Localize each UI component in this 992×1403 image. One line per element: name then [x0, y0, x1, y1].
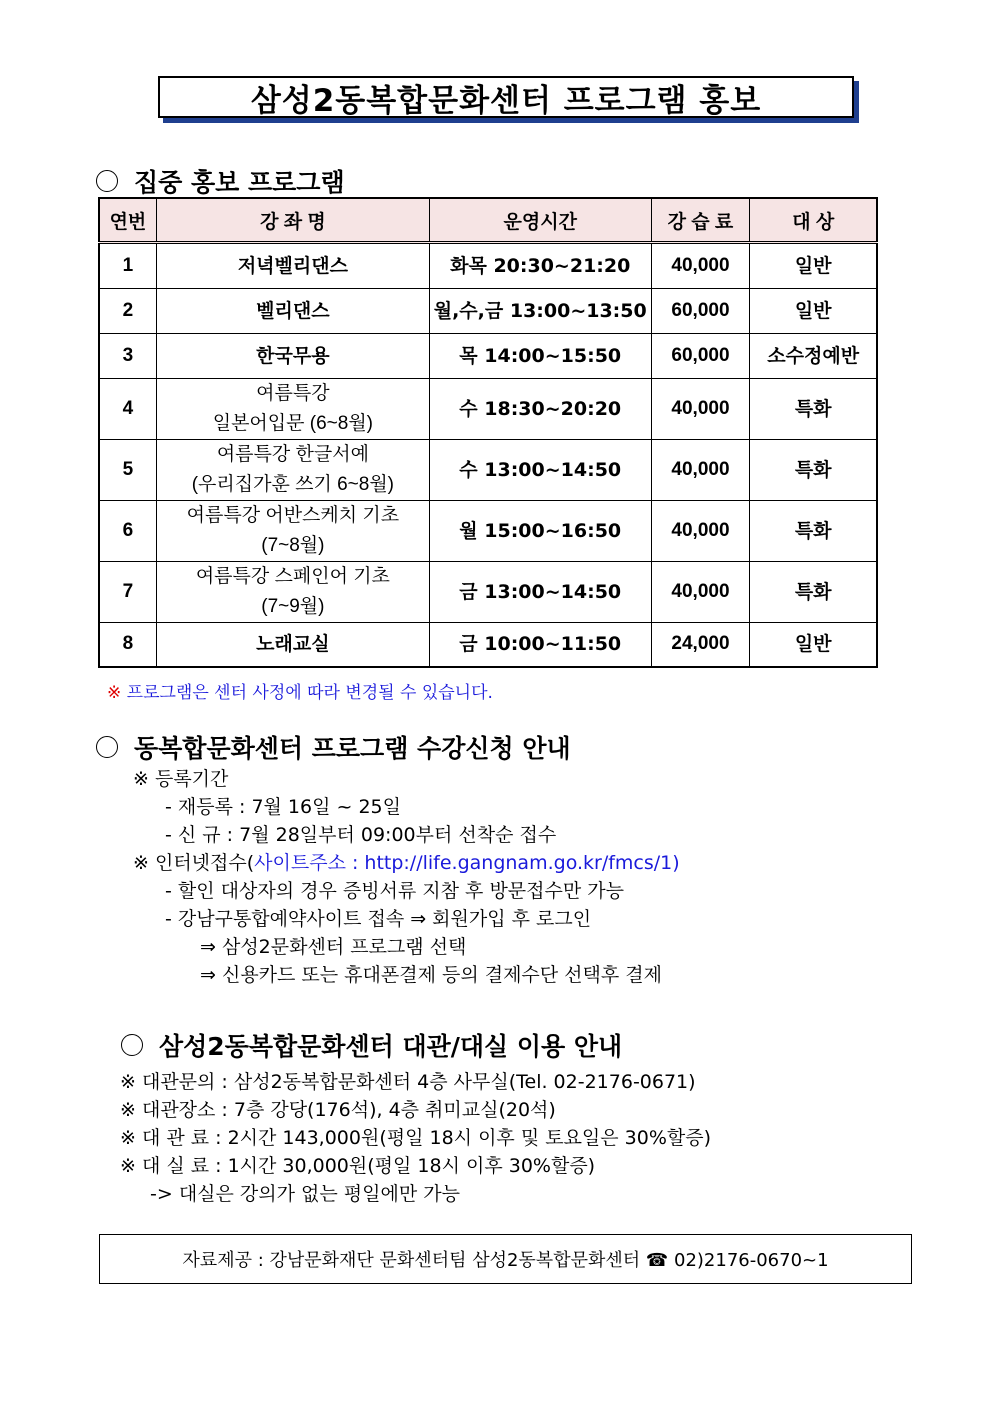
- table-row: [99, 379, 877, 440]
- table-row: [99, 440, 877, 501]
- cell-name-line2: (7~9월): [261, 596, 325, 617]
- col-header-target: 대 상: [750, 198, 877, 243]
- cell-fee: 40,000: [651, 243, 750, 289]
- room-rental-fee: ※ 대 실 료 : 1시간 30,000원(평일 18시 이후 30%할증): [120, 1155, 596, 1177]
- cell-name-line1: 여름특강 한글서예: [216, 444, 369, 465]
- program-table: [98, 197, 878, 668]
- note-text: 프로그램은 센터 사정에 따라 변경될 수 있습니다.: [126, 683, 493, 703]
- cell-target: 일반: [750, 623, 877, 667]
- cell-no: 1: [99, 243, 156, 289]
- room-rental-note: -> 대실은 강의가 없는 평일에만 가능: [150, 1183, 460, 1205]
- internet-registration: [133, 848, 680, 875]
- table-row: [99, 623, 877, 667]
- cell-target: 특화: [750, 562, 877, 623]
- table-row: [99, 289, 877, 334]
- cell-name-line2: 일본어입문 (6~8월): [212, 413, 374, 434]
- cell-name: 한국무용: [156, 334, 429, 379]
- internet-registration-label: ※ 인터넷접수(: [133, 852, 255, 874]
- circle-bullet-icon: [96, 736, 118, 758]
- cell-fee: 60,000: [651, 289, 750, 334]
- cell-no: 3: [99, 334, 156, 379]
- site-address-link[interactable]: 사이트주소 : http://life.gangnam.go.kr/fmcs/1): [254, 852, 680, 874]
- cell-no: 2: [99, 289, 156, 334]
- cell-fee: 40,000: [651, 562, 750, 623]
- cell-name: 벨리댄스: [156, 289, 429, 334]
- page-title-box: [158, 76, 854, 118]
- cell-time: 수 13:00~14:50: [429, 440, 651, 501]
- col-header-no: 연번: [99, 198, 156, 243]
- cell-time: 화목 20:30~21:20: [429, 243, 651, 289]
- section2-heading: [96, 729, 571, 765]
- page-title: 삼성2동복합문화센터 프로그램 홍보: [250, 82, 762, 119]
- cell-name-line1: 여름특강: [256, 383, 330, 404]
- cell-target: 소수정예반: [750, 334, 877, 379]
- cell-name-line2: (7~8월): [261, 535, 325, 556]
- cell-name: [156, 440, 429, 501]
- cell-time: 금 13:00~14:50: [429, 562, 651, 623]
- site-access-step: - 강남구통합예약사이트 접속 ⇒ 회원가입 후 로그인: [165, 908, 592, 930]
- cell-no: 6: [99, 501, 156, 562]
- cell-fee: 40,000: [651, 379, 750, 440]
- cell-name: [156, 562, 429, 623]
- cell-time: 목 14:00~15:50: [429, 334, 651, 379]
- cell-target: 특화: [750, 501, 877, 562]
- cell-name: [156, 501, 429, 562]
- cell-time: 수 18:30~20:20: [429, 379, 651, 440]
- cell-time: 월 15:00~16:50: [429, 501, 651, 562]
- section1-heading: [96, 163, 345, 199]
- cell-target: 일반: [750, 243, 877, 289]
- cell-name-line1: 여름특강 어반스케치 기초: [186, 505, 400, 526]
- cell-name-line1: 여름특강 스페인어 기초: [195, 566, 390, 587]
- cell-no: 7: [99, 562, 156, 623]
- cell-name: [156, 379, 429, 440]
- rental-inquiry: ※ 대관문의 : 삼성2동복합문화센터 4층 사무실(Tel. 02-2176-0671): [120, 1071, 696, 1093]
- discount-note: - 할인 대상자의 경우 증빙서류 지참 후 방문접수만 가능: [165, 880, 624, 902]
- cell-fee: 24,000: [651, 623, 750, 667]
- table-row: [99, 334, 877, 379]
- reg-period-label: ※ 등록기간: [133, 768, 229, 790]
- table-row: [99, 243, 877, 289]
- section2-heading-text: 동복합문화센터 프로그램 수강신청 안내: [134, 734, 571, 763]
- cell-name: 노래교실: [156, 623, 429, 667]
- cell-name-line2: (우리집가훈 쓰기 6~8월): [191, 474, 395, 495]
- source-text: 자료제공 : 강남문화재단 문화센터팀 삼성2동복합문화센터 ☎ 02)2176-0670~1: [182, 1250, 829, 1271]
- col-header-name: 강 좌 명: [156, 198, 429, 243]
- table-header-row: [99, 198, 877, 243]
- col-header-time: 운영시간: [429, 198, 651, 243]
- cell-target: 특화: [750, 379, 877, 440]
- note-mark: ※: [107, 683, 122, 703]
- section3-heading: [121, 1027, 622, 1063]
- cell-no: 4: [99, 379, 156, 440]
- new-registration: - 신 규 : 7월 28일부터 09:00부터 선착순 접수: [165, 824, 557, 846]
- source-footer: [99, 1234, 912, 1284]
- section1-heading-text: 집중 홍보 프로그램: [134, 168, 345, 197]
- cell-fee: 60,000: [651, 334, 750, 379]
- rental-location: ※ 대관장소 : 7층 강당(176석), 4층 취미교실(20석): [120, 1099, 556, 1121]
- circle-bullet-icon: [121, 1034, 143, 1056]
- table-row: [99, 562, 877, 623]
- cell-name: 저녁벨리댄스: [156, 243, 429, 289]
- cell-fee: 40,000: [651, 501, 750, 562]
- cell-no: 5: [99, 440, 156, 501]
- cell-target: 일반: [750, 289, 877, 334]
- select-program-step: ⇒ 삼성2문화센터 프로그램 선택: [200, 936, 467, 958]
- section3-heading-text: 삼성2동복합문화센터 대관/대실 이용 안내: [159, 1032, 623, 1061]
- col-header-fee: 강 습 료: [651, 198, 750, 243]
- program-change-note: [107, 678, 493, 703]
- cell-no: 8: [99, 623, 156, 667]
- cell-fee: 40,000: [651, 440, 750, 501]
- table-row: [99, 501, 877, 562]
- cell-target: 특화: [750, 440, 877, 501]
- circle-bullet-icon: [96, 170, 118, 192]
- re-registration: - 재등록 : 7월 16일 ~ 25일: [165, 796, 401, 818]
- hall-rental-fee: ※ 대 관 료 : 2시간 143,000원(평일 18시 이후 및 토요일은 30%할증): [120, 1127, 712, 1149]
- payment-step: ⇒ 신용카드 또는 휴대폰결제 등의 결제수단 선택후 결제: [200, 964, 662, 986]
- cell-time: 금 10:00~11:50: [429, 623, 651, 667]
- cell-time: 월,수,금 13:00~13:50: [429, 289, 651, 334]
